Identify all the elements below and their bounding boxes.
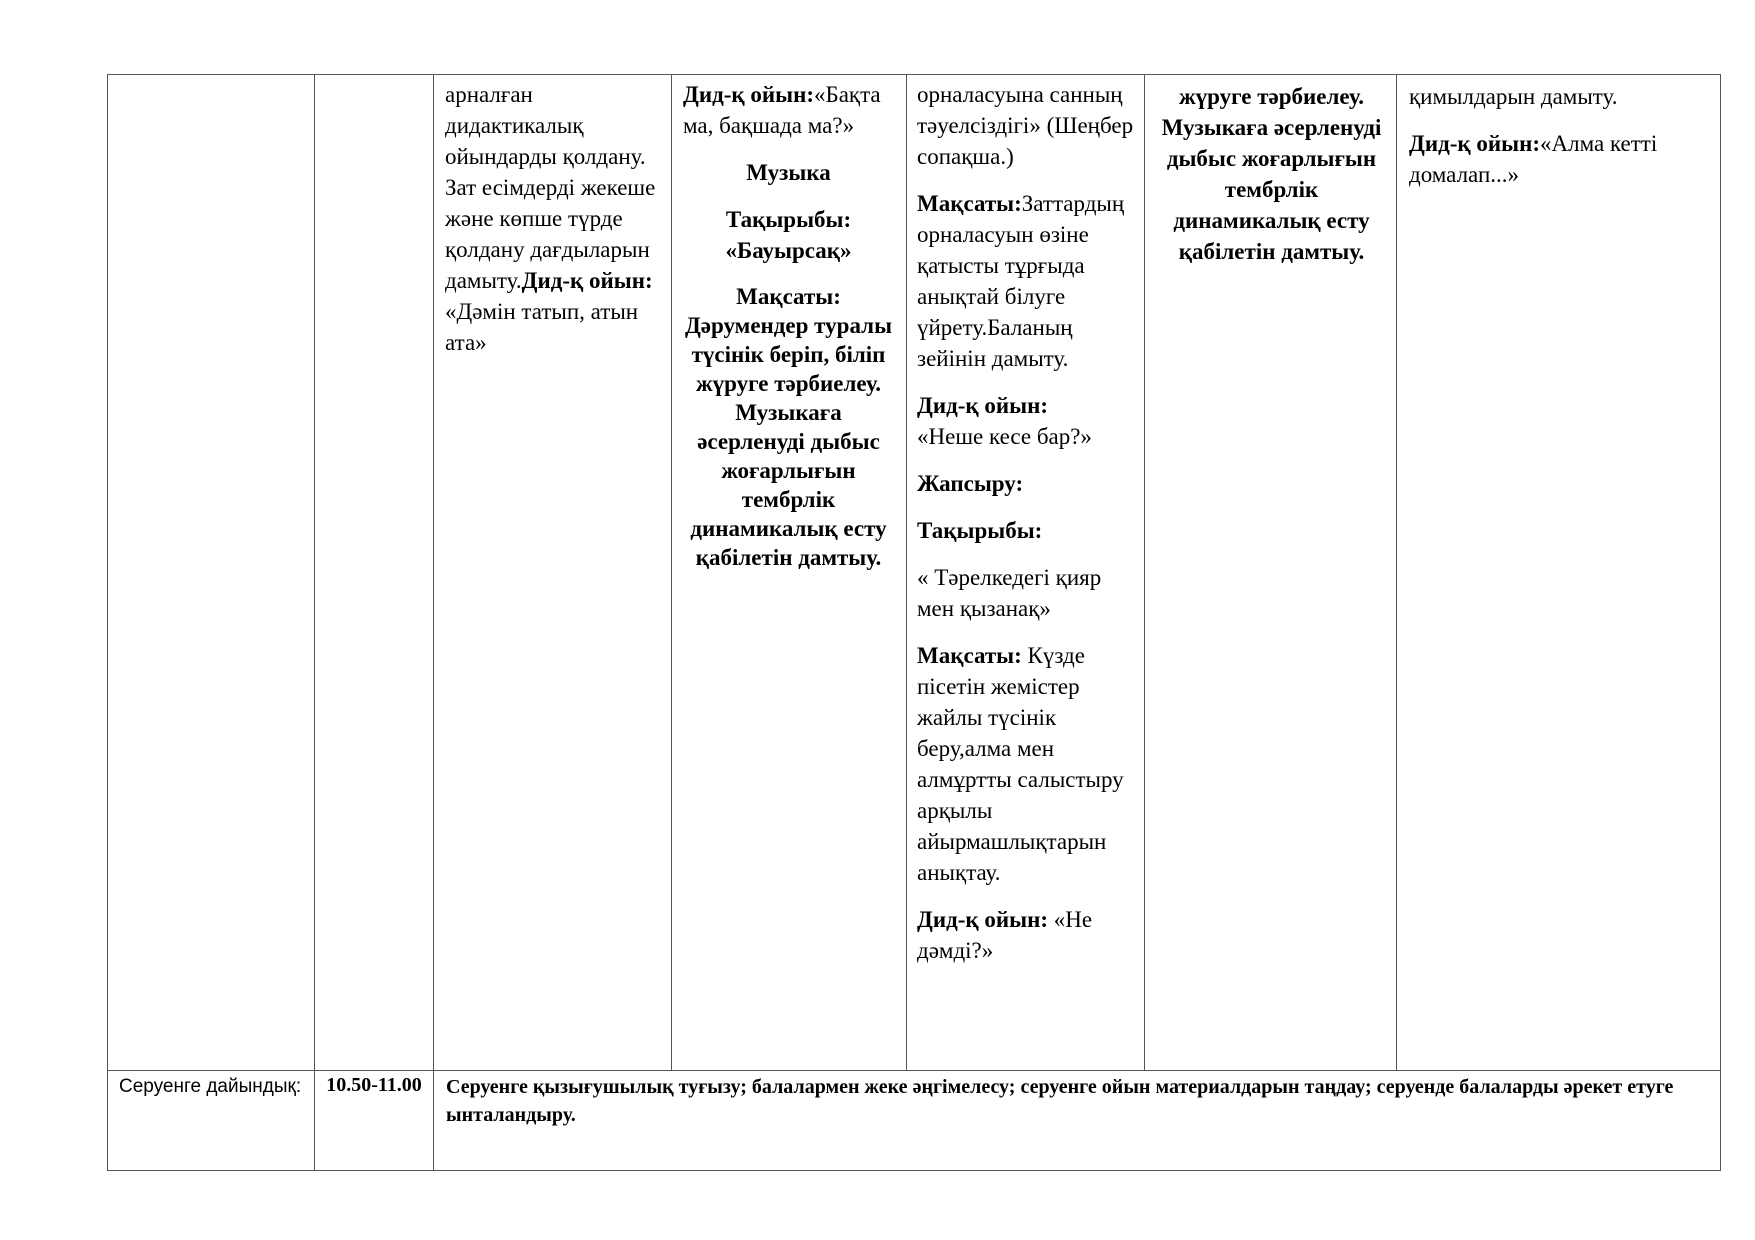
subject-title: Музыка bbox=[746, 160, 831, 185]
goal-text: Күзде пісетін жемістер жайлы түсінік беру,алма мен алмұртты салыстыру арқылы айырмашлықтарын анықтау. bbox=[917, 643, 1124, 885]
game-name: «Дәмін татып, атын ата» bbox=[445, 299, 639, 355]
table-row bbox=[108, 1071, 1721, 1171]
cell-text: арналған дидактикалық ойындарды қолдану. Зат есімдерді жекеше және көпше түрде қолдану дағдыларын дамыту. bbox=[445, 82, 656, 293]
table-cell bbox=[672, 75, 907, 1071]
cell-text: қимылдарын дамыту. bbox=[1409, 84, 1618, 109]
game-name: «Бақта ма, бақшада ма?» bbox=[683, 82, 881, 138]
game-label: Дид-қ ойын: bbox=[683, 82, 814, 107]
activity-label: Серуенге дайындық: bbox=[108, 1071, 315, 1171]
goal-label: Мақсаты: bbox=[917, 191, 1022, 216]
table-cell bbox=[1397, 75, 1721, 1071]
activity-content: Серуенге қызығушылық туғызу; балалармен жеке әңгімелесу; серуенге ойын материалдарын таңдау; серуенде балаларды әрекет етуге ынталандыру. bbox=[434, 1071, 1721, 1171]
game-name: «Не дәмді?» bbox=[917, 907, 1093, 963]
intro-text: орналасуына санның тәуелсіздігі» (Шеңбер сопақша.) bbox=[917, 82, 1134, 169]
time-cell: 10.50-11.00 bbox=[315, 1071, 434, 1171]
empty-cell bbox=[108, 75, 315, 1071]
game-label: Дид-қ ойын: bbox=[917, 393, 1048, 418]
topic-text: «Бауырсақ» bbox=[725, 238, 852, 263]
table-cell bbox=[907, 75, 1145, 1071]
topic-label: Тақырыбы: bbox=[725, 207, 852, 232]
goal-text: Заттардың орналасуын өзіне қатысты тұрғыда анықтай білуге үйрету.Баланың зейінін дамыту. bbox=[917, 191, 1125, 371]
goal-label: Мақсаты: bbox=[917, 643, 1022, 668]
topic-label: Тақырыбы: bbox=[917, 518, 1043, 543]
game-name: «Неше кесе бар?» bbox=[917, 424, 1092, 449]
schedule-table bbox=[107, 74, 1721, 1171]
goal-text: Дәрумендер туралы түсінік беріп, біліп жүруге тәрбиелеу. Музыкаға әсерленуді дыбыс жоғарлығын тембрлік динамикалық есту қабілетін дамтыу. bbox=[684, 313, 893, 570]
topic-text: « Тәрелкедегі қияр мен қызанақ» bbox=[917, 565, 1102, 621]
craft-title: Жапсыру: bbox=[917, 471, 1024, 496]
game-name: «Алма кетті домалап...» bbox=[1409, 131, 1658, 187]
game-label: Дид-қ ойын: bbox=[1409, 131, 1540, 156]
game-label: Дид-қ ойын: bbox=[917, 907, 1048, 932]
cell-text: жүруге тәрбиелеу. Музыкаға әсерленуді дыбыс жоғарлығын тембрлік динамикалық есту қабілетін дамтыу. bbox=[1161, 84, 1382, 264]
game-label: Дид-қ ойын: bbox=[521, 268, 653, 293]
goal-label: Мақсаты: bbox=[736, 284, 841, 309]
empty-cell bbox=[315, 75, 434, 1071]
table-row bbox=[108, 75, 1721, 1071]
table-cell bbox=[434, 75, 672, 1071]
table-cell bbox=[1145, 75, 1397, 1071]
